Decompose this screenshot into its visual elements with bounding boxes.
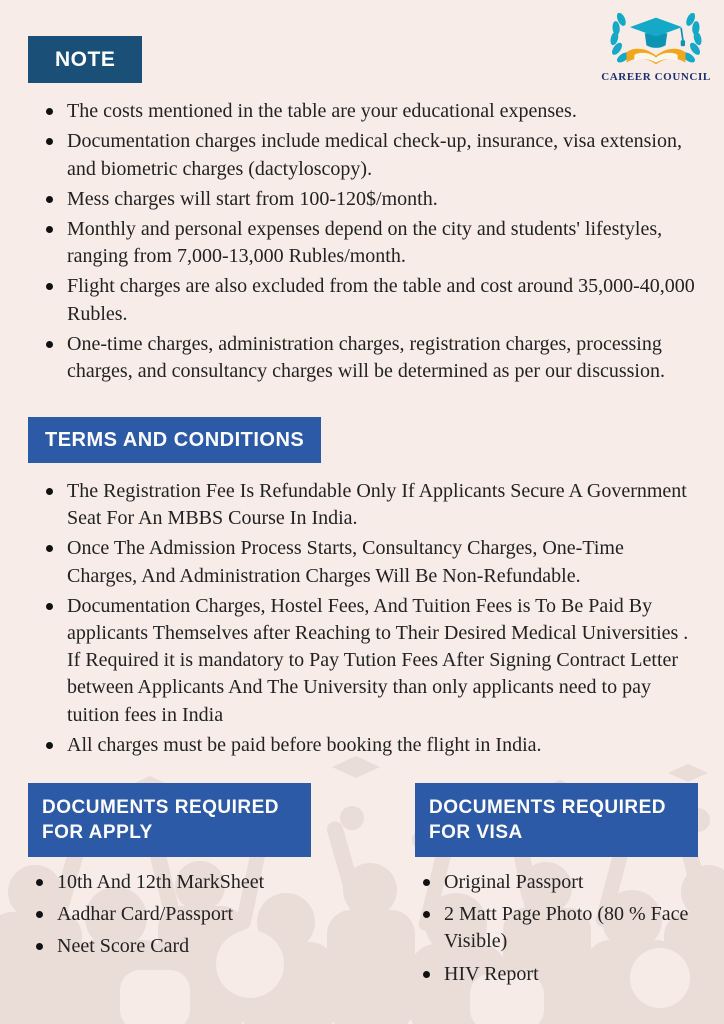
documents-apply-list xyxy=(28,869,311,961)
note-item: Mess charges will start from 100-120$/month. xyxy=(40,186,698,213)
apply-doc-item: Neet Score Card xyxy=(30,933,311,960)
terms-item: Documentation Charges, Hostel Fees, And Tuition Fees is To Be Paid By applicants Themselves after Reaching to Their Desired Medical Universities . If Required it is mandatory to Pay Tution Fees After Signing Contract Letter between Applicants And The University than only applicants need to pay tuition fees in India xyxy=(40,593,698,729)
documents-visa-badge: DOCUMENTS REQUIRED FOR VISA xyxy=(415,783,698,857)
note-item: Documentation charges include medical check-up, insurance, visa extension, and biometric charges (dactyloscopy). xyxy=(40,128,698,182)
documents-visa-column xyxy=(415,783,698,993)
documents-apply-column xyxy=(28,783,311,993)
logo xyxy=(598,12,714,83)
note-item: Monthly and personal expenses depend on the city and students' lifestyles, ranging from 7,000-13,000 Rubles/month. xyxy=(40,216,698,270)
note-item: The costs mentioned in the table are your educational expenses. xyxy=(40,98,698,125)
logo-text: CAREER COUNCIL xyxy=(601,71,711,83)
terms-item: Once The Admission Process Starts, Consultancy Charges, One-Time Charges, And Administration Charges Will Be Non-Refundable. xyxy=(40,535,698,589)
visa-doc-item: Original Passport xyxy=(417,869,698,896)
terms-list xyxy=(28,478,698,759)
apply-doc-item: 10th And 12th MarkSheet xyxy=(30,869,311,896)
documents-visa-list xyxy=(415,869,698,988)
documents-apply-badge: DOCUMENTS REQUIRED FOR APPLY xyxy=(28,783,311,857)
documents-section xyxy=(28,783,698,993)
terms-item: All charges must be paid before booking the flight in India. xyxy=(40,732,698,759)
graduation-cap-icon xyxy=(630,18,685,48)
career-council-logo-graphic xyxy=(604,12,708,70)
note-item: One-time charges, administration charges, registration charges, processing charges, and consultancy charges will be determined as per our discussion. xyxy=(40,331,698,385)
note-list xyxy=(28,98,698,385)
note-item: Flight charges are also excluded from the table and cost around 35,000-40,000 Rubles. xyxy=(40,273,698,327)
terms-badge: TERMS AND CONDITIONS xyxy=(28,417,321,463)
apply-doc-item: Aadhar Card/Passport xyxy=(30,901,311,928)
visa-doc-item: 2 Matt Page Photo (80 % Face Visible) xyxy=(417,901,698,955)
book-icon xyxy=(627,49,686,65)
note-badge: NOTE xyxy=(28,36,142,83)
terms-item: The Registration Fee Is Refundable Only If Applicants Secure A Government Seat For An MBBS Course In India. xyxy=(40,478,698,532)
visa-doc-item: HIV Report xyxy=(417,961,698,988)
